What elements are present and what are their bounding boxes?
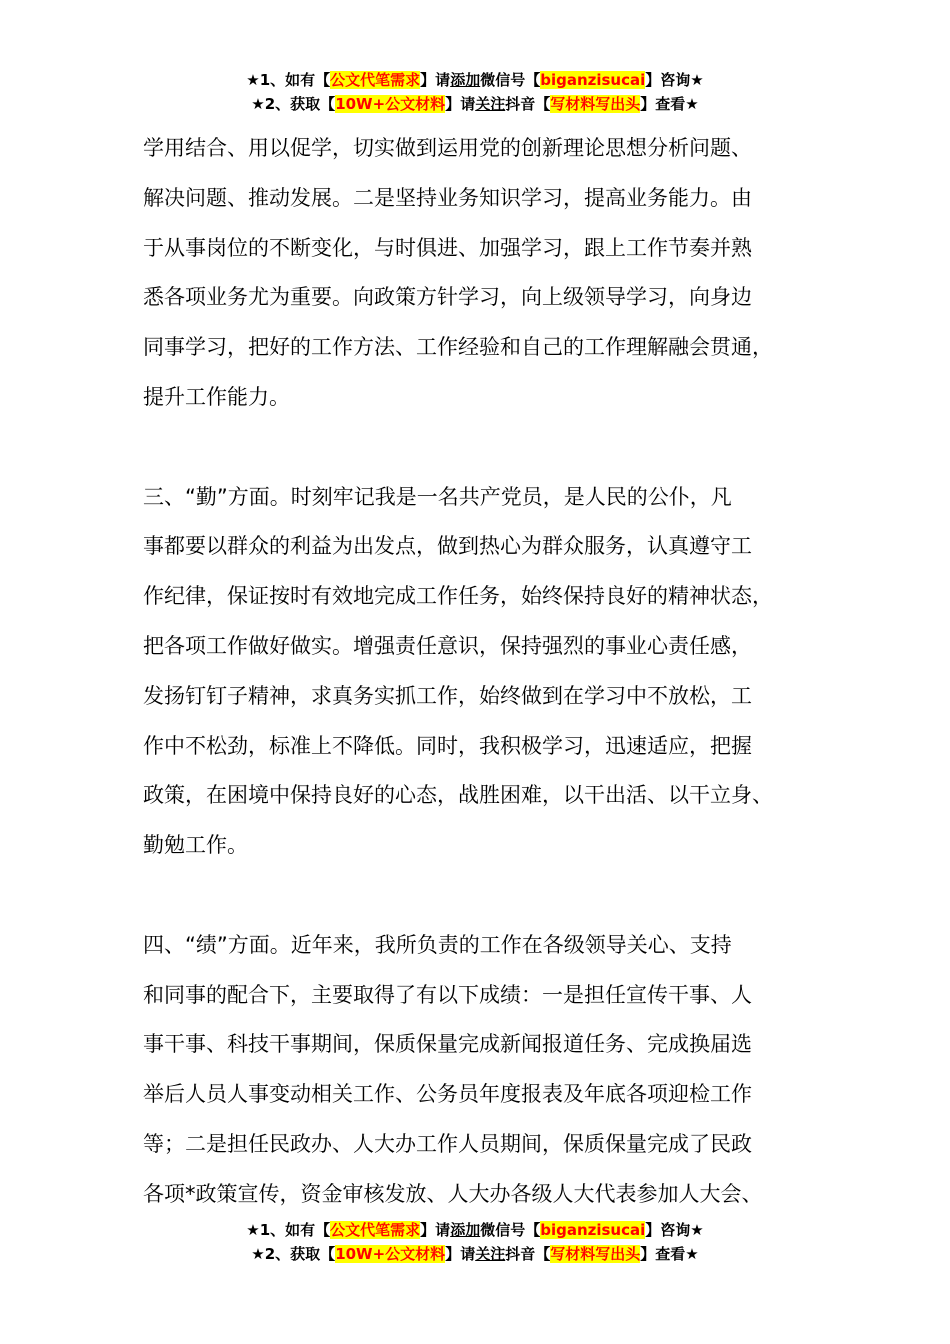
text-line: 同事学习，把好的工作方法、工作经验和自己的工作理解融会贯通， <box>143 335 773 360</box>
promo-text: 】请 <box>420 1221 451 1239</box>
promo-underline: 关注 <box>475 1245 506 1263</box>
text-line: 政策，在困境中保持良好的心态，战胜困难，以干出活、以干立身、 <box>143 783 773 808</box>
promo-highlight: biganzisucai <box>540 1221 646 1239</box>
promo-text: 微信号【 <box>480 1221 541 1239</box>
paragraph-study <box>143 124 833 423</box>
document-body <box>143 124 833 1220</box>
paragraph-diligence <box>143 473 833 871</box>
text-line: 作中不松劲，标准上不降低。同时，我积极学习，迅速适应，把握 <box>143 733 752 758</box>
paragraph-gap <box>143 423 833 473</box>
text-line: 发扬钉钉子精神，求真务实抓工作，始终做到在学习中不放松，工 <box>143 683 752 708</box>
promo-highlight: 写材料写出头 <box>550 1245 641 1263</box>
text-line: 四、“绩”方面。近年来，我所负责的工作在各级领导关心、支持 <box>143 932 732 957</box>
text-line: 三、“勤”方面。时刻牢记我是一名共产党员，是人民的公仆，凡 <box>143 484 732 509</box>
promo-line-2 <box>0 1242 950 1266</box>
promo-highlight: 写材料写出头 <box>550 95 641 113</box>
promo-text: ★2、获取【 <box>251 95 336 113</box>
text-line: 于从事岗位的不断变化，与时俱进、加强学习，跟上工作节奏并熟 <box>143 235 752 260</box>
promo-text: 】咨询★ <box>645 71 704 89</box>
footer-promo-banner <box>0 1218 950 1266</box>
text-line: 事都要以群众的利益为出发点，做到热心为群众服务，认真遵守工 <box>143 534 752 559</box>
promo-text: ★1、如有【 <box>246 71 331 89</box>
promo-text: 】请 <box>420 71 451 89</box>
promo-highlight: 10W+公文材料 <box>335 1245 446 1263</box>
text-line: 勤勉工作。 <box>143 833 248 858</box>
text-line: 提升工作能力。 <box>143 384 290 409</box>
promo-text: 】查看★ <box>640 1245 699 1263</box>
promo-highlight: 公文代笔需求 <box>330 71 421 89</box>
text-line: 把各项工作做好做实。增强责任意识，保持强烈的事业心责任感， <box>143 633 752 658</box>
promo-line-2 <box>0 92 950 116</box>
promo-highlight: 公文代笔需求 <box>330 1221 421 1239</box>
promo-highlight: biganzisucai <box>540 71 646 89</box>
text-line: 学用结合、用以促学，切实做到运用党的创新理论思想分析问题、 <box>143 136 752 160</box>
promo-text: 抖音【 <box>505 95 551 113</box>
promo-text: ★2、获取【 <box>251 1245 336 1263</box>
paragraph-gap <box>143 871 833 921</box>
text-line: 举后人员人事变动相关工作、公务员年度报表及年底各项迎检工作 <box>143 1082 752 1107</box>
text-line: 悉各项业务尤为重要。向政策方针学习，向上级领导学习，向身边 <box>143 285 752 310</box>
promo-text: 】请 <box>445 95 476 113</box>
promo-text: 】咨询★ <box>645 1221 704 1239</box>
header-promo-banner <box>0 68 950 116</box>
promo-underline: 关注 <box>475 95 506 113</box>
text-line: 各项*政策宣传，资金审核发放、人大办各级人大代表参加人大会、 <box>143 1181 763 1206</box>
promo-underline: 添加 <box>450 1221 481 1239</box>
promo-underline: 添加 <box>450 71 481 89</box>
text-line: 解决问题、推动发展。二是坚持业务知识学习，提高业务能力。由 <box>143 185 752 210</box>
promo-text: 微信号【 <box>480 71 541 89</box>
promo-text: 】请 <box>445 1245 476 1263</box>
text-line: 事干事、科技干事期间，保质保量完成新闻报道任务、完成换届选 <box>143 1032 752 1057</box>
promo-highlight: 10W+公文材料 <box>335 95 446 113</box>
promo-text: 】查看★ <box>640 95 699 113</box>
promo-text: 抖音【 <box>505 1245 551 1263</box>
promo-text: ★1、如有【 <box>246 1221 331 1239</box>
text-line: 和同事的配合下，主要取得了有以下成绩：一是担任宣传干事、人 <box>143 982 752 1007</box>
paragraph-achievements <box>143 921 833 1220</box>
promo-line-1 <box>0 68 950 92</box>
promo-line-1 <box>0 1218 950 1242</box>
text-line: 作纪律，保证按时有效地完成工作任务，始终保持良好的精神状态， <box>143 584 773 609</box>
text-line: 等；二是担任民政办、人大办工作人员期间，保质保量完成了民政 <box>143 1131 752 1156</box>
